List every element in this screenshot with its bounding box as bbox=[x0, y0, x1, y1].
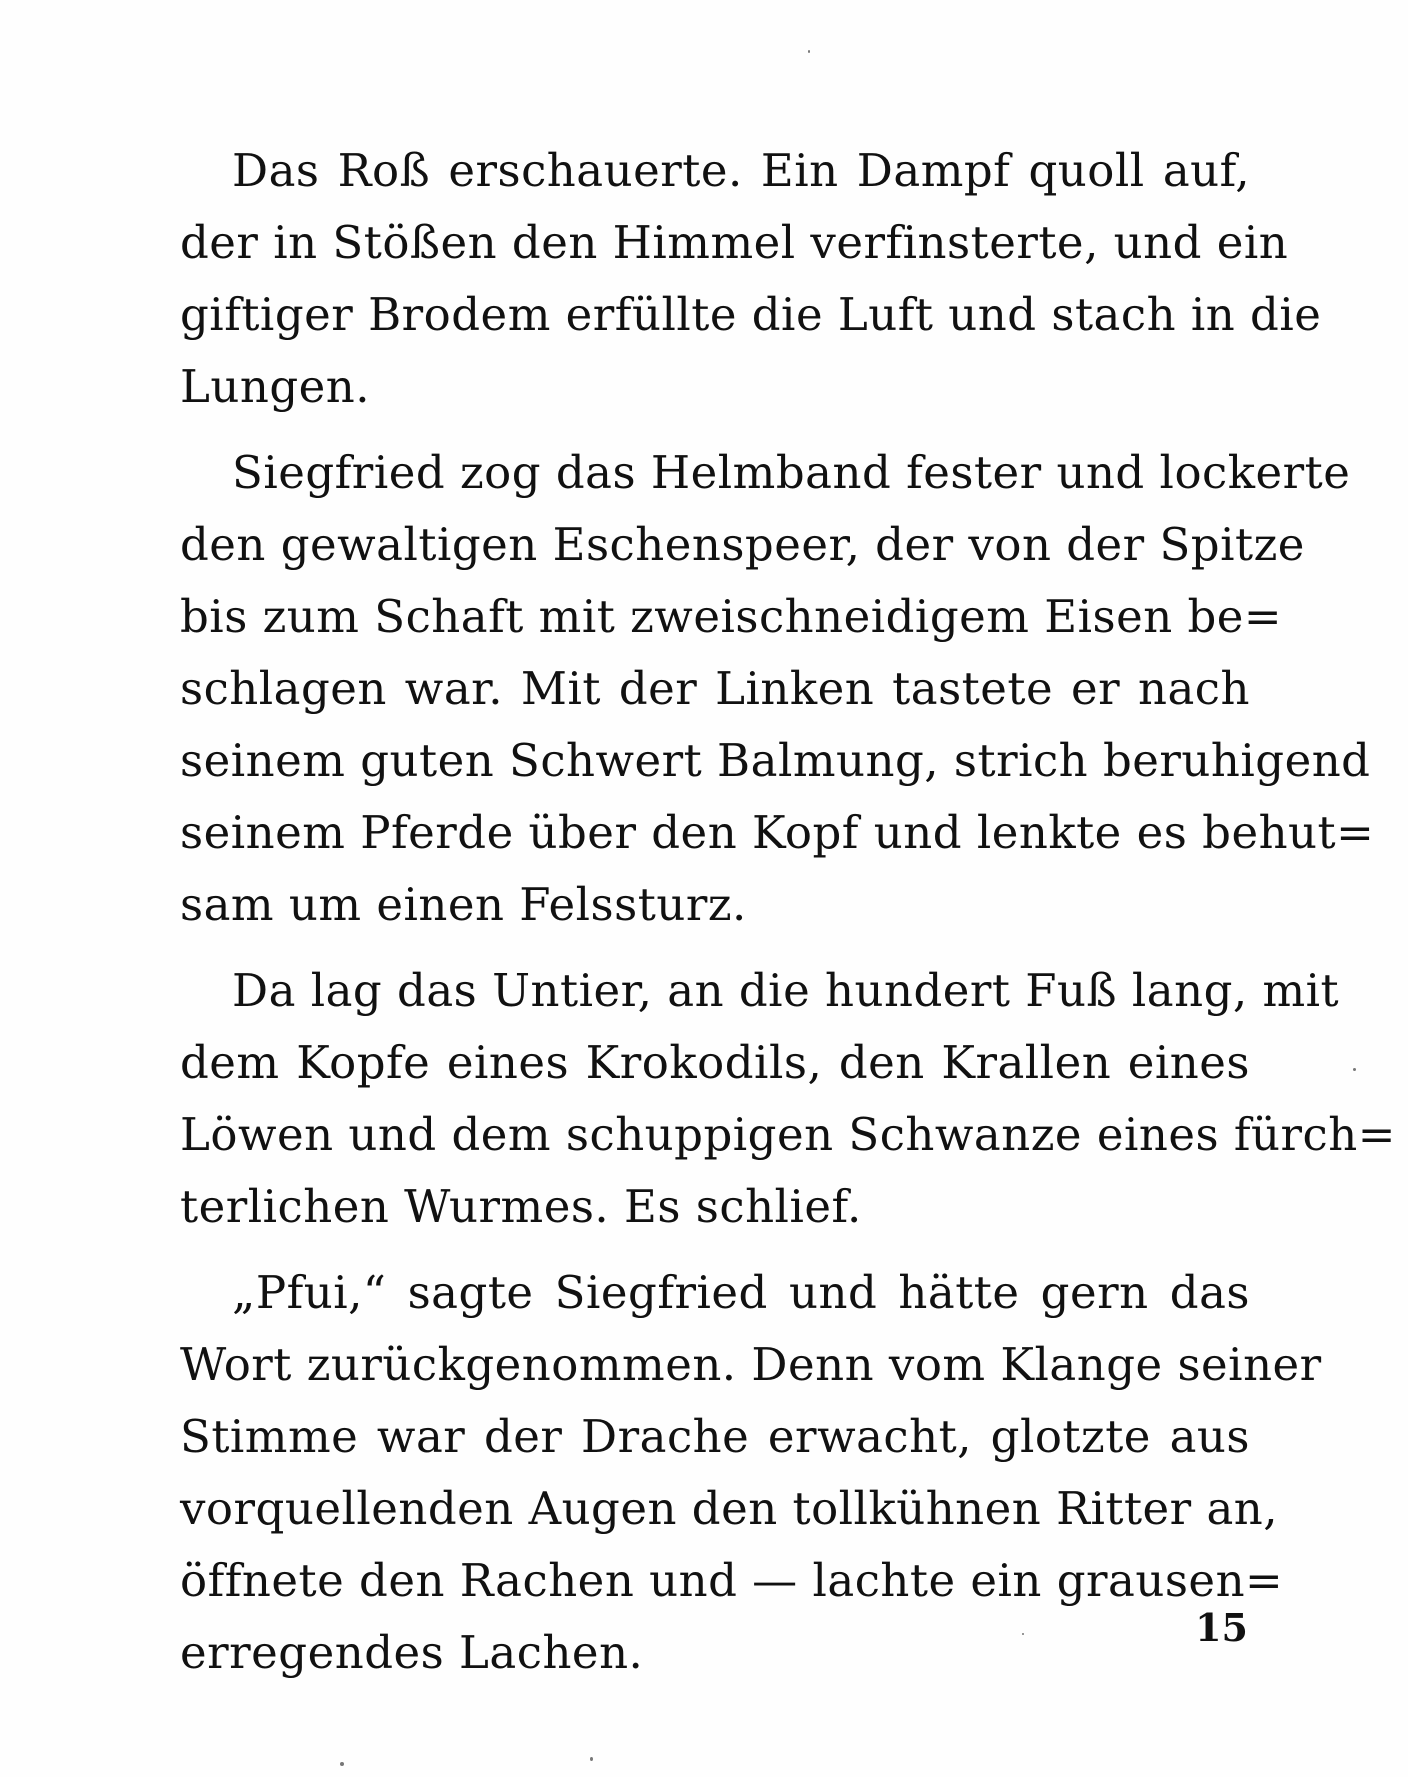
text-line: der in Stößen den Himmel verfinsterte, und ein bbox=[180, 216, 1289, 269]
text-line: Lungen. bbox=[180, 360, 371, 413]
text-line: dem Kopfe eines Krokodils, den Krallen eines bbox=[180, 1036, 1250, 1089]
body-text bbox=[180, 135, 1396, 1689]
text-line: Stimme war der Drache erwacht, glotzte aus bbox=[180, 1410, 1250, 1463]
page-number: 15 bbox=[1195, 1605, 1248, 1650]
text-line: Das Roß erschauerte. Ein Dampf quoll auf, bbox=[232, 144, 1250, 197]
scan-speck bbox=[808, 50, 810, 53]
text-line: giftiger Brodem erfüllte die Luft und stach in die bbox=[180, 288, 1322, 341]
paragraph bbox=[180, 1257, 1322, 1689]
scan-speck bbox=[1022, 1633, 1024, 1635]
text-line: Löwen und dem schuppigen Schwanze eines fürch= bbox=[180, 1108, 1396, 1161]
text-line: schlagen war. Mit der Linken tastete er nach bbox=[180, 662, 1250, 715]
text-line: vorquellenden Augen den tollkühnen Ritter an, bbox=[180, 1482, 1279, 1535]
text-line: Da lag das Untier, an die hundert Fuß lang, mit bbox=[232, 964, 1340, 1017]
text-line: terlichen Wurmes. Es schlief. bbox=[180, 1180, 862, 1233]
paragraph bbox=[180, 135, 1322, 423]
scan-speck bbox=[340, 1762, 344, 1766]
paragraph bbox=[180, 437, 1375, 941]
text-line: sam um einen Felssturz. bbox=[180, 878, 747, 931]
text-line: bis zum Schaft mit zweischneidigem Eisen be= bbox=[180, 590, 1283, 643]
text-line: seinem Pferde über den Kopf und lenkte es behut= bbox=[180, 806, 1375, 859]
text-line: „Pfui,“ sagte Siegfried und hätte gern das bbox=[232, 1266, 1250, 1319]
text-line: öffnete den Rachen und — lachte ein grausen= bbox=[180, 1554, 1284, 1607]
text-line: Wort zurückgenommen. Denn vom Klange seiner bbox=[180, 1338, 1322, 1391]
text-line: seinem guten Schwert Balmung, strich beruhigend bbox=[180, 734, 1371, 787]
scan-speck bbox=[590, 1757, 593, 1761]
text-line: erregendes Lachen. bbox=[180, 1626, 644, 1679]
paragraph bbox=[180, 955, 1396, 1243]
text-line: Siegfried zog das Helmband fester und lockerte bbox=[232, 446, 1351, 499]
scan-speck bbox=[1353, 1068, 1356, 1071]
text-line: den gewaltigen Eschenspeer, der von der Spitze bbox=[180, 518, 1305, 571]
